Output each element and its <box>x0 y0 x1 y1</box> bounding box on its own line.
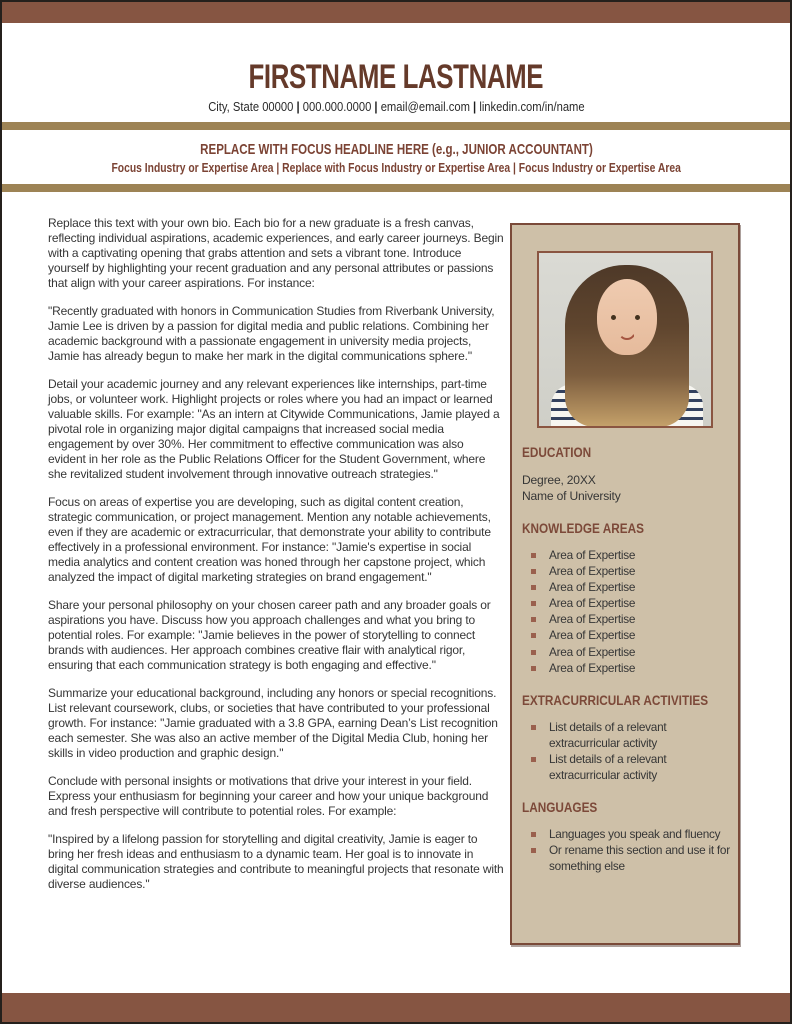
bottom-accent-bar <box>2 993 790 1022</box>
bio-paragraph: Conclude with personal insights or motivations that drive your interest in your field. Express your enthusiasm for beginning your career and how your unique background and fresh perspective will contribute to potential roles. For example: <box>48 774 489 818</box>
focus-subheadline <box>2 160 790 177</box>
sidebar-bullet-item <box>522 843 730 874</box>
bullet-square-icon <box>531 650 536 655</box>
bio-paragraph: Replace this text with your own bio. Each bio for a new graduate is a fresh canvas, reflecting individual aspirations, academic experiences, and early career journeys. Begin with a captivating opening that grabs attention and sets a vibrant tone. Introduce yourself by highlighting your recent graduation and any personal attributes or passions that align with your career aspirations. For instance: <box>48 216 504 290</box>
bullet-square-icon <box>531 725 536 730</box>
sidebar-bullet-item <box>522 612 730 628</box>
sidebar-bullet-item <box>522 827 730 843</box>
sidebar-sections <box>512 445 738 874</box>
sidebar-bullet-item <box>522 580 730 596</box>
bullet-text: Area of Expertise <box>549 548 636 562</box>
photo-eye-right <box>635 315 640 320</box>
sidebar-bullet-item <box>522 596 730 612</box>
person-name-text: FIRSTNAME LASTNAME <box>248 58 544 96</box>
sidebar-panel <box>510 223 740 945</box>
sidebar-section-title: KNOWLEDGE AREAS <box>522 521 644 536</box>
bullet-text: List details of a relevant extracurricular activity <box>549 751 667 782</box>
sidebar-section <box>522 445 730 504</box>
contact-linkedin: linkedin.com/in/name <box>478 99 585 114</box>
contact-location: City, State 00000 <box>207 99 293 114</box>
sidebar-section-lines <box>522 472 730 504</box>
bio-paragraph: "Inspired by a lifelong passion for storytelling and digital creativity, Jamie is eager to bring her fresh ideas and enthusiasm to a dynamic team. Her goal is to innovate in digital communication strategies and contribute to meaningful projects that resonate with diverse audiences." <box>48 832 504 891</box>
sidebar-text-line: Degree, 20XX <box>522 473 596 487</box>
bullet-text: Area of Expertise <box>549 644 636 659</box>
sidebar-bullet-item <box>522 564 730 580</box>
sidebar-text-line: Name of University <box>522 489 621 503</box>
contact-line <box>2 98 790 115</box>
photo-face-shape <box>597 279 657 355</box>
bullet-text: List details of a relevant extracurricular activity <box>549 720 667 750</box>
bullet-text: Area of Expertise <box>549 628 636 643</box>
bullet-square-icon <box>531 757 536 762</box>
divider-bar-lower <box>2 184 790 192</box>
focus-headline-text: REPLACE WITH FOCUS HEADLINE HERE (e.g., JUNIOR ACCOUNTANT) <box>199 142 593 158</box>
profile-photo <box>537 251 713 428</box>
sidebar-section-title: LANGUAGES <box>522 800 598 816</box>
sidebar-section-list <box>522 720 730 783</box>
bullet-square-icon <box>531 569 536 574</box>
bio-paragraph: Focus on areas of expertise you are developing, such as digital content creation, strategic communication, or project management. Mention any notable achievements, even if they are academic or extracurricular, that demonstrate your ability to contribute effectively in a professional environment. For instance: "Jamie's expertise in social media analytics and content creation was honed through her capstone project, which analyzed the impact of digital marketing strategies on brand engagement." <box>48 495 491 584</box>
contact-phone: 000.000.0000 <box>302 99 371 114</box>
bullet-square-icon <box>531 553 536 558</box>
bullet-square-icon <box>531 666 536 671</box>
contact-separator: | <box>370 99 381 114</box>
bio-paragraph: Share your personal philosophy on your chosen career path and any broader goals or aspirations you have. Discuss how you approach challenges and what you bring to potential roles. For example: "Jamie believes in the power of storytelling to connect brands with audiences. Her approach combines creative flair with analytical rigor, ensuring that each communication strategy is both engaging and effective." <box>48 598 491 672</box>
bullet-square-icon <box>531 601 536 606</box>
bio-paragraph: "Recently graduated with honors in Communication Studies from Riverbank University, Jamie Lee is driven by a passion for digital media and public relations. Combining her academic background with a passionate engagement in university media projects, Jamie has already begun to make her mark in the digital communications sphere." <box>48 304 495 363</box>
sidebar-bullet-item <box>522 661 730 677</box>
person-name <box>2 58 790 96</box>
top-accent-bar <box>2 2 790 23</box>
bullet-text: Area of Expertise <box>549 564 636 579</box>
bullet-text: Area of Expertise <box>549 596 636 611</box>
bullet-text: Languages you speak and fluency <box>549 827 721 842</box>
bio-text <box>48 216 504 905</box>
photo-smile <box>618 331 636 340</box>
sidebar-bullet-item <box>522 720 730 751</box>
bullet-square-icon <box>531 617 536 622</box>
sidebar-section <box>522 800 730 874</box>
contact-separator: | <box>469 99 479 114</box>
sidebar-section-list <box>522 548 730 676</box>
focus-subheadline-text: Focus Industry or Expertise Area | Replace with Focus Industry or Expertise Area | Focus Industry or Expertise Area <box>111 161 681 175</box>
bullet-square-icon <box>531 633 536 638</box>
bullet-square-icon <box>531 848 536 853</box>
bullet-square-icon <box>531 832 536 837</box>
sidebar-bullet-item <box>522 628 730 644</box>
bullet-square-icon <box>531 585 536 590</box>
bullet-text: Area of Expertise <box>549 580 636 595</box>
contact-email: email@email.com <box>380 99 470 114</box>
sidebar-section <box>522 693 730 783</box>
bio-paragraph: Summarize your educational background, including any honors or special recognitions. List relevant coursework, clubs, or societies that have contributed to your professional growth. For instance: "Jamie graduated with a 3.8 GPA, earning Dean’s List recognition each semester. She was also an active member of the Digital Media Club, honing her skills in video production and graphic design." <box>48 686 498 760</box>
focus-headline <box>2 141 790 159</box>
sidebar-bullet-item <box>522 645 730 661</box>
sidebar-section <box>522 521 730 676</box>
sidebar-bullet-item <box>522 548 730 564</box>
bullet-text: Area of Expertise <box>549 660 636 675</box>
bullet-text: Area of Expertise <box>549 612 636 627</box>
bio-paragraph: Detail your academic journey and any relevant experiences like internships, part-time jobs, or volunteer work. Highlight projects or roles where you had an impact or learned valuable skills. For example: "As an intern at Citywide Communications, Jamie played a pivotal role in organizing major digital campaigns that increased social media engagement by over 30%. Her commitment to effective communication was also evident in her role as the Public Relations Officer for the Student Government, where she revitalized student involvement through innovative outreach strategies." <box>48 377 500 481</box>
contact-separator: | <box>292 99 303 114</box>
divider-bar-upper <box>2 122 790 130</box>
photo-eye-left <box>611 315 616 320</box>
sidebar-section-title: EDUCATION <box>522 445 592 460</box>
sidebar-bullet-item <box>522 752 730 783</box>
sidebar-section-list <box>522 827 730 874</box>
sidebar-section-title: EXTRACURRICULAR ACTIVITIES <box>522 693 709 709</box>
contact-line-text <box>208 98 584 115</box>
bullet-text: Or rename this section and use it for something else <box>549 843 730 873</box>
